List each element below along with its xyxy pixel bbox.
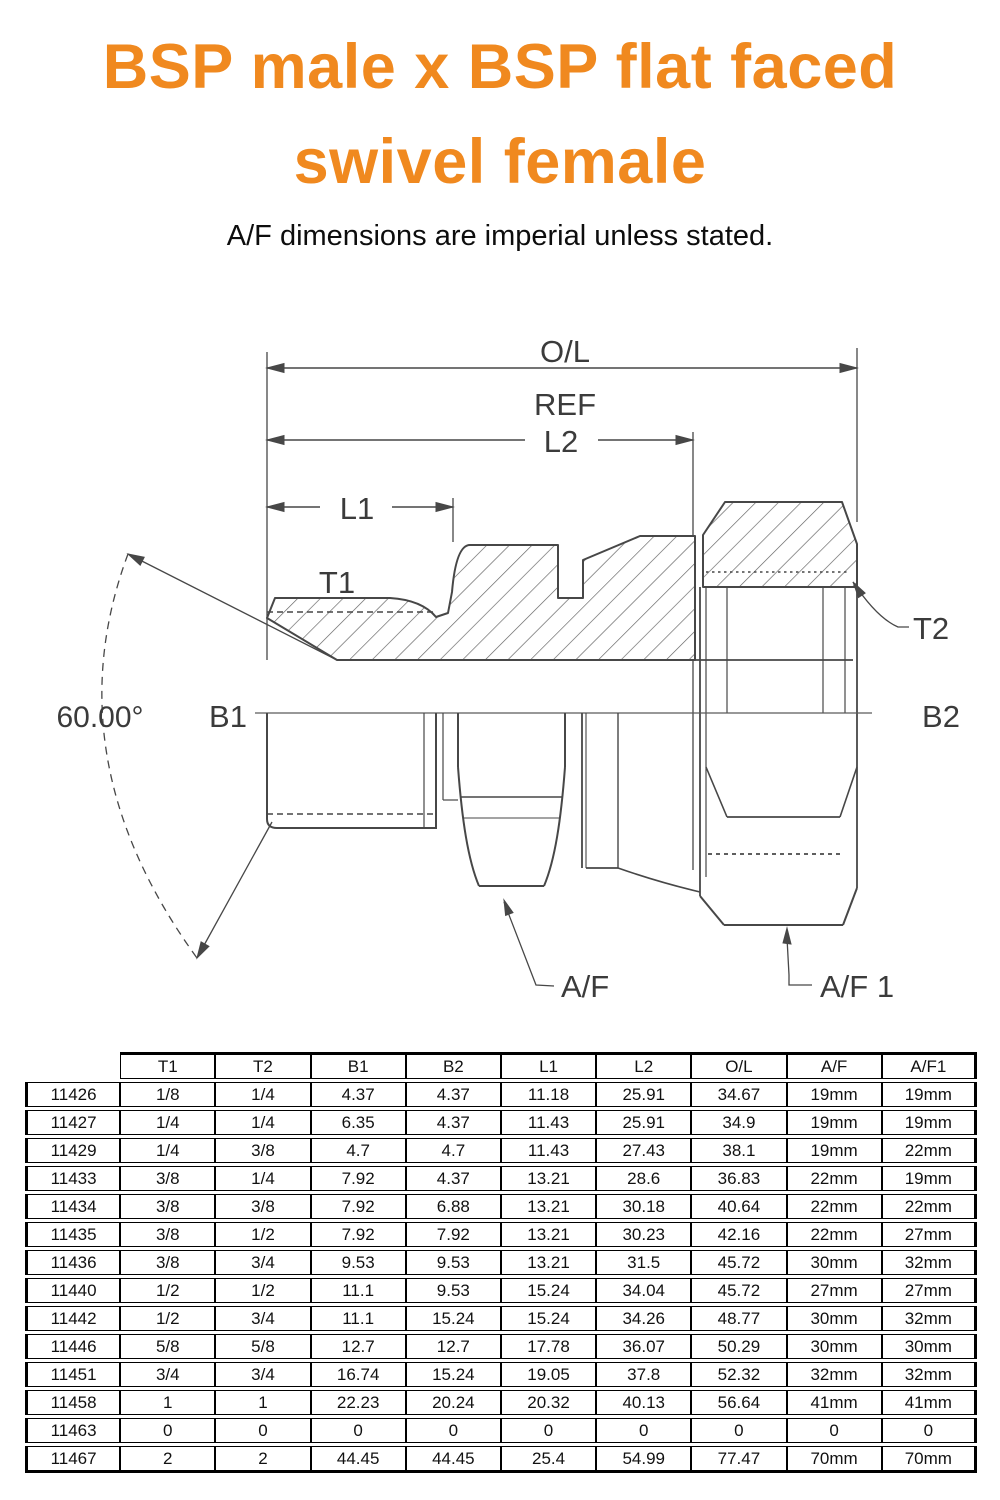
value-cell: 22mm <box>882 1194 977 1219</box>
value-cell: 34.67 <box>691 1082 786 1107</box>
header-cell: A/F <box>787 1052 882 1079</box>
part-number-cell: 11435 <box>25 1222 120 1247</box>
value-cell: 31.5 <box>596 1250 691 1275</box>
value-cell: 22mm <box>787 1194 882 1219</box>
value-cell: 30mm <box>787 1250 882 1275</box>
value-cell: 70mm <box>882 1446 977 1473</box>
value-cell: 0 <box>691 1418 786 1443</box>
value-cell: 1/4 <box>215 1110 310 1135</box>
table-row <box>25 1166 977 1191</box>
value-cell: 54.99 <box>596 1446 691 1473</box>
label-af: A/F <box>561 969 610 1004</box>
part-number-cell: 11458 <box>25 1390 120 1415</box>
value-cell: 19mm <box>882 1166 977 1191</box>
value-cell: 27mm <box>882 1222 977 1247</box>
table-row <box>25 1446 977 1473</box>
header-cell: O/L <box>691 1052 786 1079</box>
value-cell: 3/8 <box>120 1194 215 1219</box>
title-line-2: swivel female <box>293 127 707 197</box>
value-cell: 5/8 <box>120 1334 215 1359</box>
header-cell: T1 <box>120 1052 215 1079</box>
value-cell: 6.88 <box>406 1194 501 1219</box>
value-cell: 11.18 <box>501 1082 596 1107</box>
value-cell: 3/4 <box>215 1250 310 1275</box>
value-cell: 52.32 <box>691 1362 786 1387</box>
value-cell: 30.23 <box>596 1222 691 1247</box>
value-cell: 50.29 <box>691 1334 786 1359</box>
value-cell: 15.24 <box>406 1362 501 1387</box>
value-cell: 13.21 <box>501 1194 596 1219</box>
part-number-cell: 11442 <box>25 1306 120 1331</box>
fitting-nut-section <box>700 502 857 896</box>
value-cell: 48.77 <box>691 1306 786 1331</box>
value-cell: 32mm <box>787 1362 882 1387</box>
technical-drawing <box>0 330 1000 1035</box>
value-cell: 25.91 <box>596 1082 691 1107</box>
value-cell: 0 <box>787 1418 882 1443</box>
part-number-cell: 11467 <box>25 1446 120 1473</box>
table-row <box>25 1390 977 1415</box>
value-cell: 34.9 <box>691 1110 786 1135</box>
value-cell: 0 <box>596 1418 691 1443</box>
page-subtitle: A/F dimensions are imperial unless stated. <box>226 220 774 252</box>
part-number-cell: 11436 <box>25 1250 120 1275</box>
value-cell: 77.47 <box>691 1446 786 1473</box>
table-row <box>25 1082 977 1107</box>
value-cell: 1 <box>120 1390 215 1415</box>
value-cell: 34.04 <box>596 1278 691 1303</box>
value-cell: 40.64 <box>691 1194 786 1219</box>
value-cell: 4.7 <box>406 1138 501 1163</box>
value-cell: 3/4 <box>120 1362 215 1387</box>
value-cell: 70mm <box>787 1446 882 1473</box>
value-cell: 3/8 <box>215 1194 310 1219</box>
table-row <box>25 1250 977 1275</box>
value-cell: 11.1 <box>311 1306 406 1331</box>
dimensions-table-wrap <box>25 1049 977 1476</box>
value-cell: 1 <box>215 1390 310 1415</box>
table-row <box>25 1418 977 1443</box>
value-cell: 12.7 <box>406 1334 501 1359</box>
table-header-row <box>25 1052 977 1079</box>
value-cell: 25.4 <box>501 1446 596 1473</box>
value-cell: 9.53 <box>406 1250 501 1275</box>
value-cell: 1/8 <box>120 1082 215 1107</box>
value-cell: 0 <box>311 1418 406 1443</box>
value-cell: 3/4 <box>215 1362 310 1387</box>
value-cell: 12.7 <box>311 1334 406 1359</box>
value-cell: 37.8 <box>596 1362 691 1387</box>
value-cell: 19mm <box>882 1110 977 1135</box>
value-cell: 15.24 <box>406 1306 501 1331</box>
value-cell: 7.92 <box>311 1194 406 1219</box>
label-ref: REF <box>534 387 596 422</box>
header-cell: B2 <box>406 1052 501 1079</box>
value-cell: 40.13 <box>596 1390 691 1415</box>
value-cell: 19mm <box>882 1082 977 1107</box>
value-cell: 1/2 <box>215 1222 310 1247</box>
value-cell: 32mm <box>882 1306 977 1331</box>
corner-cell <box>25 1052 120 1079</box>
value-cell: 3/8 <box>120 1222 215 1247</box>
value-cell: 44.45 <box>311 1446 406 1473</box>
value-cell: 15.24 <box>501 1306 596 1331</box>
part-number-cell: 11427 <box>25 1110 120 1135</box>
value-cell: 25.91 <box>596 1110 691 1135</box>
value-cell: 30.18 <box>596 1194 691 1219</box>
value-cell: 42.16 <box>691 1222 786 1247</box>
value-cell: 1/4 <box>215 1166 310 1191</box>
value-cell: 7.92 <box>311 1166 406 1191</box>
value-cell: 4.37 <box>406 1082 501 1107</box>
value-cell: 36.07 <box>596 1334 691 1359</box>
value-cell: 3/8 <box>120 1166 215 1191</box>
value-cell: 30mm <box>787 1306 882 1331</box>
value-cell: 13.21 <box>501 1222 596 1247</box>
label-l2: L2 <box>543 424 579 459</box>
value-cell: 27.43 <box>596 1138 691 1163</box>
value-cell: 0 <box>501 1418 596 1443</box>
table-row <box>25 1138 977 1163</box>
value-cell: 2 <box>215 1446 310 1473</box>
value-cell: 4.37 <box>406 1166 501 1191</box>
header-cell: A/F1 <box>882 1052 977 1079</box>
header-cell: L1 <box>501 1052 596 1079</box>
title-line-1: BSP male x BSP flat faced <box>102 32 898 102</box>
value-cell: 0 <box>215 1418 310 1443</box>
value-cell: 27mm <box>882 1278 977 1303</box>
value-cell: 11.1 <box>311 1278 406 1303</box>
value-cell: 0 <box>882 1418 977 1443</box>
part-number-cell: 11451 <box>25 1362 120 1387</box>
value-cell: 16.74 <box>311 1362 406 1387</box>
header-cell: B1 <box>311 1052 406 1079</box>
value-cell: 45.72 <box>691 1278 786 1303</box>
value-cell: 7.92 <box>406 1222 501 1247</box>
table-row <box>25 1194 977 1219</box>
value-cell: 6.35 <box>311 1110 406 1135</box>
value-cell: 19mm <box>787 1082 882 1107</box>
value-cell: 19mm <box>787 1138 882 1163</box>
value-cell: 3/8 <box>215 1138 310 1163</box>
value-cell: 19mm <box>787 1110 882 1135</box>
table-row <box>25 1110 977 1135</box>
value-cell: 3/4 <box>215 1306 310 1331</box>
page-title <box>0 20 1000 210</box>
value-cell: 11.43 <box>501 1110 596 1135</box>
header-cell: T2 <box>215 1052 310 1079</box>
value-cell: 45.72 <box>691 1250 786 1275</box>
value-cell: 9.53 <box>311 1250 406 1275</box>
value-cell: 19.05 <box>501 1362 596 1387</box>
value-cell: 44.45 <box>406 1446 501 1473</box>
label-l1: L1 <box>339 491 375 526</box>
value-cell: 20.32 <box>501 1390 596 1415</box>
value-cell: 30mm <box>787 1334 882 1359</box>
value-cell: 1/2 <box>120 1278 215 1303</box>
value-cell: 1/4 <box>120 1110 215 1135</box>
part-number-cell: 11429 <box>25 1138 120 1163</box>
value-cell: 11.43 <box>501 1138 596 1163</box>
part-number-cell: 11426 <box>25 1082 120 1107</box>
label-overall-length: O/L <box>540 334 590 369</box>
value-cell: 13.21 <box>501 1166 596 1191</box>
label-t1: T1 <box>318 565 356 600</box>
table-row <box>25 1334 977 1359</box>
label-angle: 60.00° <box>56 701 144 734</box>
part-number-cell: 11446 <box>25 1334 120 1359</box>
value-cell: 1/4 <box>215 1082 310 1107</box>
label-t2: T2 <box>913 611 950 646</box>
value-cell: 0 <box>120 1418 215 1443</box>
part-number-cell: 11463 <box>25 1418 120 1443</box>
value-cell: 32mm <box>882 1362 977 1387</box>
value-cell: 27mm <box>787 1278 882 1303</box>
part-number-cell: 11434 <box>25 1194 120 1219</box>
value-cell: 30mm <box>882 1334 977 1359</box>
value-cell: 28.6 <box>596 1166 691 1191</box>
value-cell: 4.7 <box>311 1138 406 1163</box>
value-cell: 0 <box>406 1418 501 1443</box>
value-cell: 22mm <box>882 1138 977 1163</box>
value-cell: 1/2 <box>120 1306 215 1331</box>
part-number-cell: 11433 <box>25 1166 120 1191</box>
value-cell: 15.24 <box>501 1278 596 1303</box>
table-row <box>25 1278 977 1303</box>
value-cell: 41mm <box>787 1390 882 1415</box>
dimensions-table <box>25 1049 977 1476</box>
value-cell: 20.24 <box>406 1390 501 1415</box>
part-number-cell: 11440 <box>25 1278 120 1303</box>
value-cell: 1/4 <box>120 1138 215 1163</box>
label-b2: B2 <box>922 699 960 734</box>
value-cell: 13.21 <box>501 1250 596 1275</box>
value-cell: 2 <box>120 1446 215 1473</box>
value-cell: 32mm <box>882 1250 977 1275</box>
fitting-lower-view <box>267 713 857 925</box>
value-cell: 22mm <box>787 1222 882 1247</box>
value-cell: 1/2 <box>215 1278 310 1303</box>
value-cell: 41mm <box>882 1390 977 1415</box>
value-cell: 38.1 <box>691 1138 786 1163</box>
header-cell: L2 <box>596 1052 691 1079</box>
value-cell: 9.53 <box>406 1278 501 1303</box>
value-cell: 7.92 <box>311 1222 406 1247</box>
value-cell: 56.64 <box>691 1390 786 1415</box>
value-cell: 3/8 <box>120 1250 215 1275</box>
label-af1: A/F 1 <box>820 969 895 1004</box>
value-cell: 4.37 <box>311 1082 406 1107</box>
value-cell: 4.37 <box>406 1110 501 1135</box>
table-row <box>25 1222 977 1247</box>
value-cell: 22.23 <box>311 1390 406 1415</box>
value-cell: 22mm <box>787 1166 882 1191</box>
value-cell: 17.78 <box>501 1334 596 1359</box>
table-row <box>25 1362 977 1387</box>
label-b1: B1 <box>209 699 247 734</box>
value-cell: 34.26 <box>596 1306 691 1331</box>
value-cell: 5/8 <box>215 1334 310 1359</box>
value-cell: 36.83 <box>691 1166 786 1191</box>
table-row <box>25 1306 977 1331</box>
